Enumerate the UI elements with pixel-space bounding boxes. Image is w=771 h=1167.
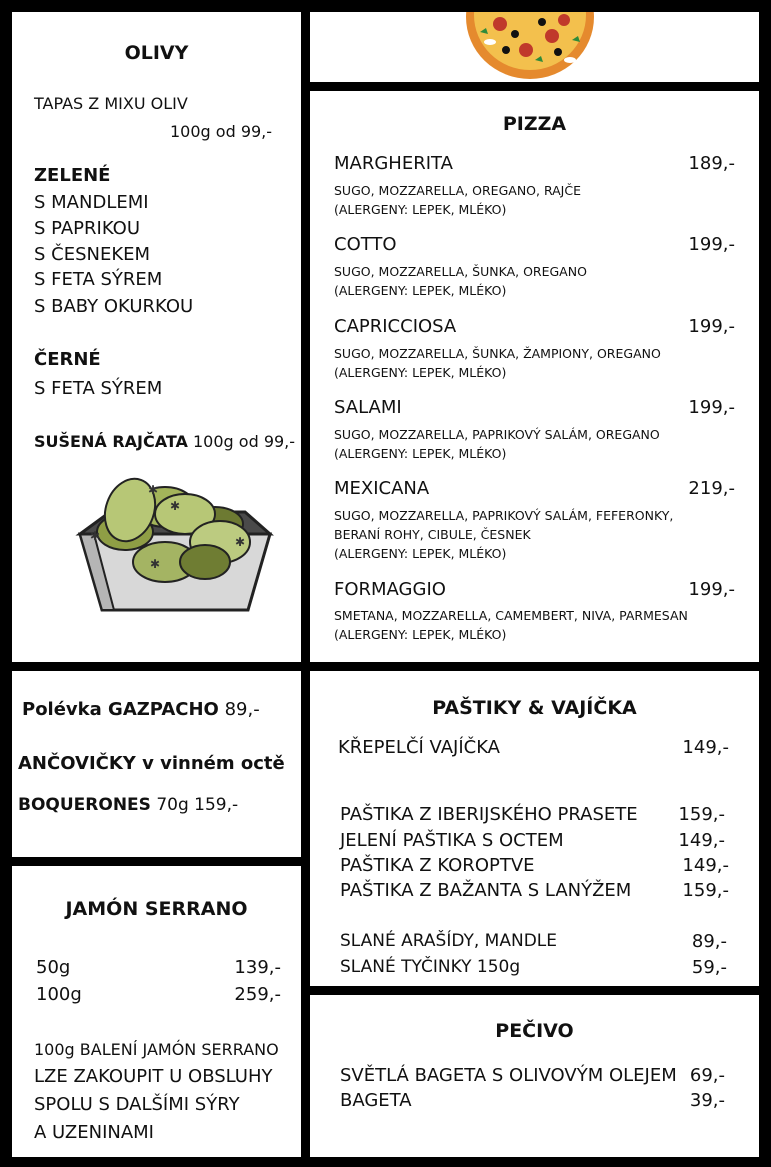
pizza-desc: SUGO, MOZZARELLA, ŠUNKA, OREGANO — [334, 264, 587, 279]
pastiky-item: KŘEPELČÍ VAJÍČKA — [338, 737, 500, 758]
pastiky-price: 149,- — [678, 830, 725, 851]
pastiky-item: SLANÉ TYČINKY 150g — [340, 957, 521, 977]
zelene-heading: ZELENÉ — [34, 165, 111, 186]
pizza-price: 199,- — [688, 234, 735, 255]
pizza-price: 189,- — [688, 153, 735, 174]
boquerones-price: 70g 159,- — [156, 795, 239, 815]
jamon-panel — [12, 866, 301, 1157]
pizza-allergens: (ALERGENY: LEPEK, MLÉKO) — [334, 202, 507, 217]
jamon-note: SPOLU S DALŠÍMI SÝRY — [34, 1094, 240, 1115]
zelene-item: S BABY OKURKOU — [34, 296, 194, 317]
tapas-price: 100g od 99,- — [170, 122, 273, 141]
pastiky-item: SLANÉ ARAŠÍDY, MANDLE — [340, 931, 557, 951]
pizza-desc: SUGO, MOZZARELLA, PAPRIKOVÝ SALÁM, FEFERONKY, — [334, 508, 674, 523]
svg-text:✱: ✱ — [150, 557, 161, 571]
pastiky-price: 159,- — [682, 880, 729, 901]
pastiky-price: 149,- — [682, 855, 729, 876]
pizza-name: CAPRICCIOSA — [334, 316, 457, 337]
svg-text:✱: ✱ — [148, 483, 159, 497]
susena-label: SUŠENÁ RAJČATA — [34, 432, 188, 451]
pastiky-item: PAŠTIKA Z BAŽANTA S LANÝŽEM — [340, 880, 632, 901]
gazpacho-price: 89,- — [224, 699, 260, 720]
pizza-desc-2: BERANÍ ROHY, CIBULE, ČESNEK — [334, 527, 531, 542]
svg-text:✱: ✱ — [90, 529, 101, 543]
olivy-panel — [12, 12, 301, 662]
pastiky-price: 89,- — [691, 931, 727, 952]
pastiky-price: 149,- — [682, 737, 729, 758]
pizza-name: FORMAGGIO — [334, 579, 446, 600]
pizza-price: 199,- — [688, 579, 735, 600]
pecivo-price: 39,- — [689, 1090, 725, 1111]
jamon-price: 139,- — [234, 957, 281, 978]
jamon-title: JAMÓN SERRANO — [65, 898, 248, 920]
pizza-desc: SUGO, MOZZARELLA, ŠUNKA, ŽAMPIONY, OREGANO — [334, 346, 661, 361]
pizza-image-panel — [310, 12, 759, 82]
boquerones — [18, 795, 238, 815]
ancovicky: ANČOVIČKY v vinném octě — [18, 753, 285, 774]
olivy-title: OLIVY — [124, 42, 189, 64]
jamon-note: 100g BALENÍ JAMÓN SERRANO — [34, 1040, 279, 1059]
pizza-desc: SMETANA, MOZZARELLA, CAMEMBERT, NIVA, PARMESAN — [334, 608, 688, 623]
pizza-desc: SUGO, MOZZARELLA, OREGANO, RAJČE — [334, 183, 581, 198]
pizza-name: SALAMI — [334, 397, 402, 418]
jamon-weight: 100g — [36, 984, 82, 1005]
jamon-weight: 50g — [36, 957, 71, 978]
pastiky-item: PAŠTIKA Z IBERIJSKÉHO PRASETE — [340, 804, 638, 825]
pecivo-price: 69,- — [689, 1065, 725, 1086]
tapas-label: TAPAS Z MIXU OLIV — [34, 94, 188, 113]
pizza-price: 199,- — [688, 316, 735, 337]
cerne-item: S FETA SÝREM — [34, 378, 163, 399]
olive-bowl-illustration — [70, 462, 280, 622]
svg-text:✱: ✱ — [170, 499, 181, 513]
pizza-name: MEXICANA — [334, 478, 430, 499]
pecivo-item: BAGETA — [340, 1090, 412, 1111]
pizza-illustration — [460, 12, 600, 82]
gazpacho — [22, 699, 260, 720]
pizza-title: PIZZA — [502, 113, 567, 135]
jamon-price: 259,- — [234, 984, 281, 1005]
gazpacho-label: Polévka GAZPACHO — [22, 699, 219, 720]
pecivo-panel — [310, 995, 759, 1157]
pizza-price: 199,- — [688, 397, 735, 418]
pastiky-panel — [310, 671, 759, 986]
jamon-note: LZE ZAKOUPIT U OBSLUHY — [34, 1066, 273, 1087]
pizza-allergens: (ALERGENY: LEPEK, MLÉKO) — [334, 446, 507, 461]
pastiky-item: JELENÍ PAŠTIKA S OCTEM — [340, 830, 564, 851]
pizza-allergens: (ALERGENY: LEPEK, MLÉKO) — [334, 627, 507, 642]
susena-rajcata — [34, 432, 295, 451]
zelene-item: S FETA SÝREM — [34, 269, 163, 290]
pizza-panel — [310, 91, 759, 662]
pizza-name: MARGHERITA — [334, 153, 453, 174]
pizza-price: 219,- — [688, 478, 735, 499]
pizza-allergens: (ALERGENY: LEPEK, MLÉKO) — [334, 283, 507, 298]
boquerones-label: BOQUERONES — [18, 795, 151, 815]
pastiky-item: PAŠTIKA Z KOROPTVE — [340, 855, 535, 876]
pastiky-price: 159,- — [678, 804, 725, 825]
pastiky-title: PAŠTIKY & VAJÍČKA — [432, 697, 637, 719]
zelene-item: S PAPRIKOU — [34, 218, 140, 239]
zelene-item: S ČESNEKEM — [34, 244, 151, 265]
pizza-allergens: (ALERGENY: LEPEK, MLÉKO) — [334, 365, 507, 380]
pastiky-price: 59,- — [691, 957, 727, 978]
pizza-allergens: (ALERGENY: LEPEK, MLÉKO) — [334, 546, 507, 561]
pecivo-item: SVĚTLÁ BAGETA S OLIVOVÝM OLEJEM — [340, 1065, 677, 1086]
svg-text:✱: ✱ — [235, 535, 246, 549]
pizza-desc: SUGO, MOZZARELLA, PAPRIKOVÝ SALÁM, OREGANO — [334, 427, 660, 442]
pizza-name: COTTO — [334, 234, 397, 255]
zelene-item: S MANDLEMI — [34, 192, 149, 213]
soups-panel — [12, 671, 301, 857]
cerne-heading: ČERNÉ — [34, 349, 101, 370]
jamon-note: A UZENINAMI — [34, 1122, 154, 1143]
susena-price: 100g od 99,- — [193, 432, 296, 451]
pecivo-title: PEČIVO — [495, 1020, 574, 1042]
